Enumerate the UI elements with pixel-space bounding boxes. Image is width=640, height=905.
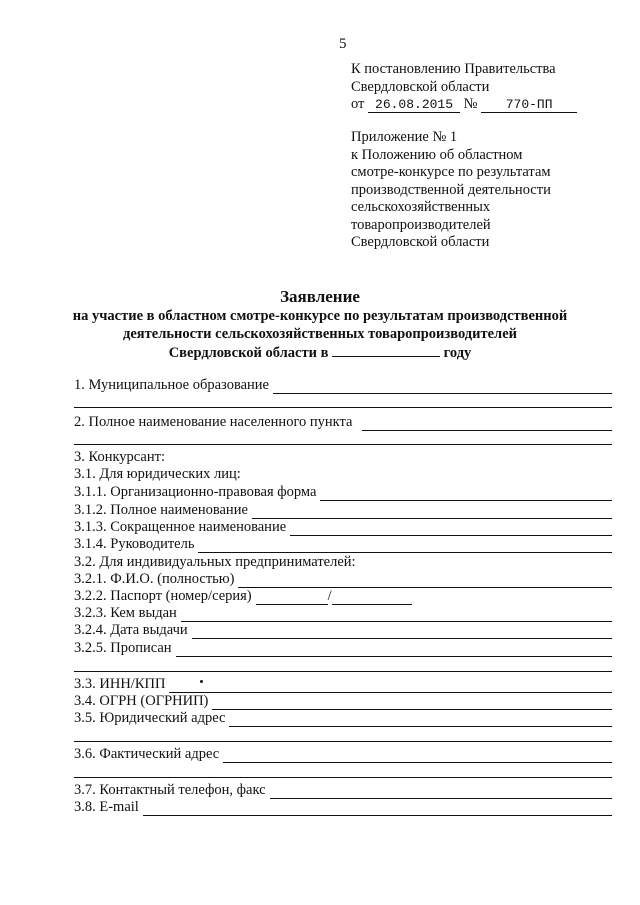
document-title: Заявление bbox=[280, 287, 360, 306]
passport-series-line[interactable] bbox=[332, 591, 412, 605]
field-label: 3.2.5. Прописан bbox=[74, 640, 172, 656]
field-label: 3.1.2. Полное наименование bbox=[74, 502, 248, 518]
field-ogrn bbox=[74, 692, 612, 710]
header-line: Свердловской области bbox=[351, 78, 490, 95]
field-registered bbox=[74, 639, 612, 657]
field-phone-fax bbox=[74, 781, 612, 799]
header-date-line bbox=[351, 96, 577, 114]
continuation-line[interactable] bbox=[74, 407, 612, 408]
short-name-input-line[interactable] bbox=[290, 522, 612, 536]
title-line-3 bbox=[0, 343, 640, 362]
appendix-line: к Положению об областном bbox=[351, 146, 523, 163]
appendix-line: Свердловской области bbox=[351, 234, 490, 250]
appendix-line: смотре-конкурсе по результатам bbox=[351, 164, 551, 180]
field-passport bbox=[74, 587, 612, 605]
year-blank[interactable] bbox=[332, 343, 440, 357]
field-label: 3.2.2. Паспорт (номер/серия) bbox=[74, 588, 252, 604]
field-label: 1. Муниципальное образование bbox=[74, 377, 269, 393]
field-label: 3.1.1. Организационно-правовая форма bbox=[74, 484, 317, 500]
section-label: 3.1. Для юридических лиц: bbox=[74, 466, 241, 482]
section-contestant bbox=[74, 448, 612, 466]
field-label: 3.5. Юридический адрес bbox=[74, 710, 226, 726]
passport-separator: / bbox=[327, 588, 332, 604]
field-issued-by bbox=[74, 604, 612, 622]
ogrn-input-line[interactable] bbox=[212, 696, 612, 710]
resolution-header bbox=[351, 61, 577, 114]
passport-number-line[interactable] bbox=[256, 591, 328, 605]
section-entrepreneurs bbox=[74, 553, 612, 571]
section-label: 3.2. Для индивидуальных предпринимателей: bbox=[74, 554, 356, 570]
header-line: К постановлению Правительства bbox=[351, 61, 556, 77]
field-municipality bbox=[74, 376, 612, 394]
field-issue-date bbox=[74, 621, 612, 639]
ink-dot bbox=[200, 680, 203, 683]
title-line-1: на участие в областном смотре-конкурсе по результатам производственной bbox=[72, 308, 568, 324]
title-line-2: деятельности сельскохозяйственных товаропроизводителей bbox=[123, 326, 517, 342]
section-legal-entities bbox=[74, 465, 612, 483]
field-actual-address bbox=[74, 745, 612, 763]
date-value: 26.08.2015 bbox=[368, 98, 460, 113]
number-value: 770-ПП bbox=[481, 98, 577, 113]
inn-kpp-input-line[interactable] bbox=[169, 679, 612, 693]
continuation-line[interactable] bbox=[74, 741, 612, 742]
fio-input-line[interactable] bbox=[238, 574, 612, 588]
field-locality bbox=[74, 413, 612, 431]
continuation-line[interactable] bbox=[74, 444, 612, 445]
title-line-3-prefix: Свердловской области в bbox=[168, 345, 329, 361]
actual-address-input-line[interactable] bbox=[223, 749, 612, 763]
issue-date-input-line[interactable] bbox=[192, 625, 612, 639]
field-label: 2. Полное наименование населенного пункта bbox=[74, 414, 353, 430]
director-input-line[interactable] bbox=[198, 539, 612, 553]
field-full-name bbox=[74, 501, 612, 519]
field-label: 3.1.4. Руководитель bbox=[74, 536, 195, 552]
legal-form-input-line[interactable] bbox=[320, 487, 612, 501]
issued-by-input-line[interactable] bbox=[181, 608, 612, 622]
field-label: 3.7. Контактный телефон, факс bbox=[74, 782, 266, 798]
field-label: 3.2.4. Дата выдачи bbox=[74, 622, 188, 638]
field-director bbox=[74, 535, 612, 553]
registered-input-line[interactable] bbox=[176, 643, 612, 657]
appendix-line: товаропроизводителей bbox=[351, 216, 491, 233]
field-label: 3.4. ОГРН (ОГРНИП) bbox=[74, 693, 209, 709]
full-name-input-line[interactable] bbox=[252, 505, 612, 519]
municipality-input-line[interactable] bbox=[273, 380, 612, 394]
field-label: 3.2.3. Кем выдан bbox=[74, 605, 177, 621]
field-label: 3.3. ИНН/КПП bbox=[74, 676, 166, 692]
locality-input-line[interactable] bbox=[362, 417, 612, 431]
continuation-line[interactable] bbox=[74, 671, 612, 672]
field-legal-form bbox=[74, 483, 612, 501]
date-prefix: от bbox=[351, 96, 365, 112]
appendix-line: сельскохозяйственных bbox=[351, 199, 491, 215]
field-label: 3.2.1. Ф.И.О. (полностью) bbox=[74, 571, 235, 587]
field-inn-kpp bbox=[74, 675, 612, 693]
title-line-3-suffix: году bbox=[443, 345, 472, 361]
appendix-header bbox=[351, 129, 551, 252]
page-number: 5 bbox=[339, 36, 347, 52]
field-short-name bbox=[74, 518, 612, 536]
field-legal-address bbox=[74, 709, 612, 727]
appendix-line: производственной деятельности bbox=[351, 181, 551, 198]
section-label: 3. Конкурсант: bbox=[74, 449, 165, 465]
number-prefix: № bbox=[463, 96, 478, 112]
phone-fax-input-line[interactable] bbox=[270, 785, 612, 799]
field-label: 3.8. E-mail bbox=[74, 799, 139, 815]
appendix-line: Приложение № 1 bbox=[351, 129, 458, 145]
field-fio bbox=[74, 570, 612, 588]
continuation-line[interactable] bbox=[74, 777, 612, 778]
field-label: 3.6. Фактический адрес bbox=[74, 746, 220, 762]
email-input-line[interactable] bbox=[143, 802, 612, 816]
field-email bbox=[74, 798, 612, 816]
field-label: 3.1.3. Сокращенное наименование bbox=[74, 519, 287, 535]
legal-address-input-line[interactable] bbox=[229, 713, 612, 727]
